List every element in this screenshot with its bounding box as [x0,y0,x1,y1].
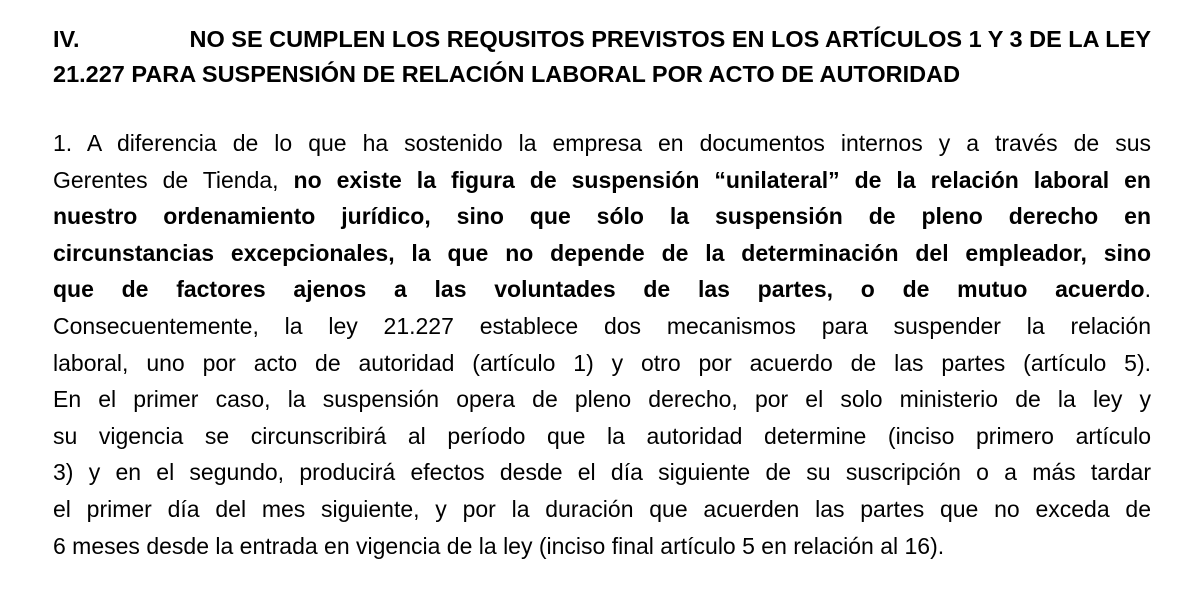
paragraph-line-7: laboral, uno por acto de autoridad (artículo 1) y otro por acuerdo de las partes (artículo 5). [53,349,1151,376]
section-title-line-2: 21.227 PARA SUSPENSIÓN DE RELACIÓN LABORAL POR ACTO DE AUTORIDAD [53,61,961,87]
paragraph-line-6: Consecuentemente, la ley 21.227 establece dos mecanismos para suspender la relación [53,312,1151,339]
section-title-line-1: NO SE CUMPLEN LOS REQUSITOS PREVISTOS EN LOS ARTÍCULOS 1 Y 3 DE LA LEY [189,26,1151,52]
paragraph-line-5-period: . [1144,276,1151,303]
paragraph-line-2-plain: Gerentes de Tienda, [53,166,294,193]
paragraph-line-5 [53,271,1151,308]
paragraph-line-2 [53,162,1151,199]
paragraph-line-4 [53,235,1151,272]
paragraph-line-3 [53,198,1151,235]
paragraph-line-10: 3) y en el segundo, producirá efectos desde el día siguiente de su suscripción o a más tardar [53,459,1151,486]
section-heading [53,22,1151,92]
paragraph-1 [53,125,1151,564]
paragraph-line-12: 6 meses desde la entrada en vigencia de la ley (inciso final artículo 5 en relación al 16). [53,532,945,559]
paragraph-line-4-bold: circunstancias excepcionales, la que no depende de la determinación del empleador, sino [53,239,1151,266]
paragraph-line-8: En el primer caso, la suspensión opera de pleno derecho, por el solo ministerio de la ley y [53,386,1151,413]
section-heading-line-1 [53,22,1151,57]
paragraph-line-9: su vigencia se circunscribirá al período que la autoridad determine (inciso primero artículo [53,422,1151,449]
paragraph-line-11: el primer día del mes siguiente, y por la duración que acuerden las partes que no exceda de [53,495,1151,522]
document-page [53,22,1151,564]
paragraph-line-1: 1. A diferencia de lo que ha sostenido la empresa en documentos internos y a través de sus [53,130,1151,156]
paragraph-line-5-bold: que de factores ajenos a las voluntades de las partes, o de mutuo acuerdo [53,276,1145,303]
paragraph-line-2-bold: no existe la figura de suspensión “unilateral” de la relación laboral en [293,166,1151,193]
paragraph-line-3-bold: nuestro ordenamiento jurídico, sino que sólo la suspensión de pleno derecho en [53,203,1151,230]
section-number: IV. [53,26,80,52]
